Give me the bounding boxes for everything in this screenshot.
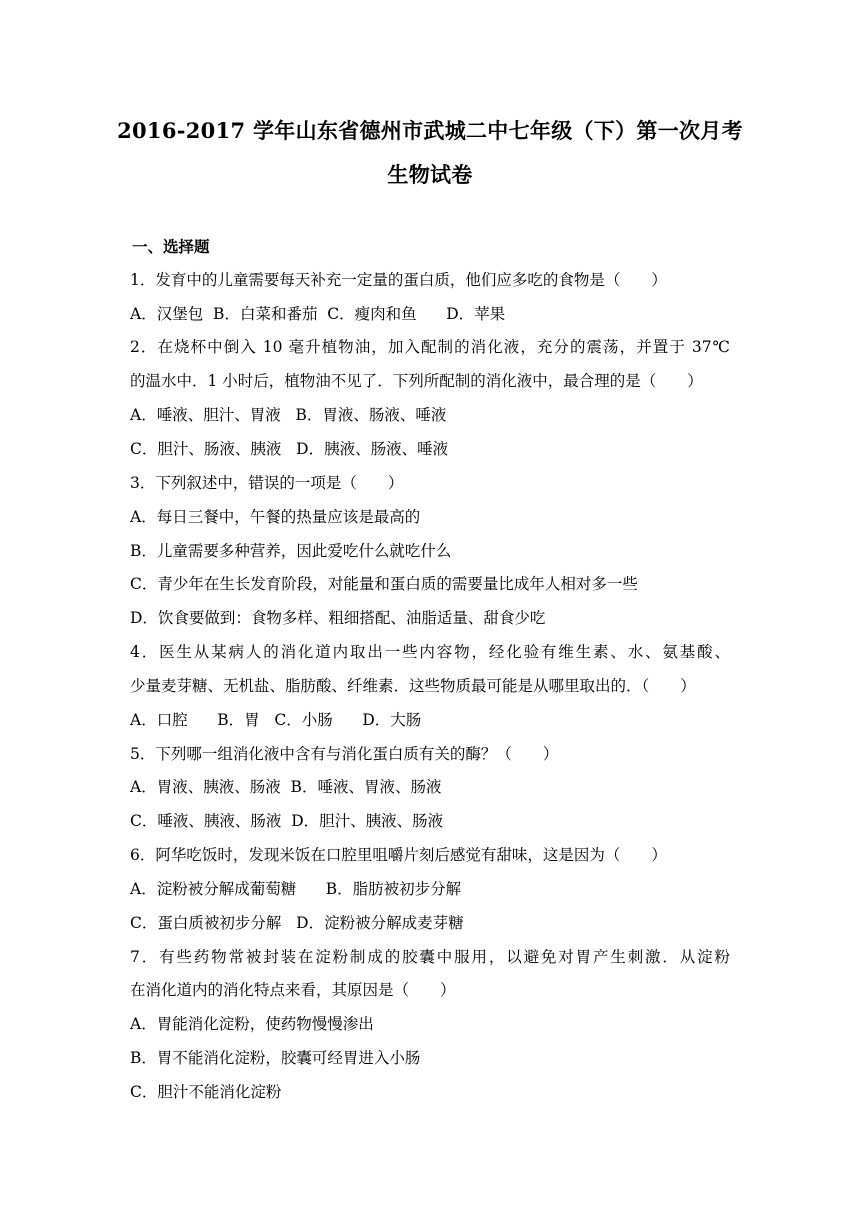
page-subtitle: 生物试卷 xyxy=(387,162,473,187)
question-2-options-line1: A．唾液、胆汁、胃液 B．胃液、肠液、唾液 xyxy=(130,406,447,424)
question-6-options-line1: A．淀粉被分解成葡萄糖 B．脂肪被初步分解 xyxy=(130,880,462,898)
question-1-options: A．汉堡包 B．白菜和番茄 C．瘦肉和鱼 D．苹果 xyxy=(130,305,506,323)
question-4-stem-line1: 4．医生从某病人的消化道内取出一些内容物，经化验有维生素、水、氨基酸、 xyxy=(130,643,730,661)
question-3-option-c: C．青少年在生长发育阶段，对能量和蛋白质的需要量比成年人相对多一些 xyxy=(130,575,638,593)
question-4-options: A．口腔 B．胃 C．小肠 D．大肠 xyxy=(130,711,422,729)
question-7-option-a: A．胃能消化淀粉，使药物慢慢渗出 xyxy=(130,1015,374,1033)
question-7-stem-line1: 7．有些药物常被封装在淀粉制成的胶囊中服用，以避免对胃产生刺激．从淀粉 xyxy=(130,948,730,966)
question-6-options-line2: C．蛋白质被初步分解 D．淀粉被分解成麦芽糖 xyxy=(130,914,464,932)
question-5-stem: 5．下列哪一组消化液中含有与消化蛋白质有关的酶？（ ） xyxy=(130,745,559,763)
question-3-option-b: B．儿童需要多种营养，因此爱吃什么就吃什么 xyxy=(130,542,452,560)
question-7-stem-line2: 在消化道内的消化特点来看，其原因是（ ） xyxy=(130,981,456,999)
question-7-option-b: B．胃不能消化淀粉，胶囊可经胃进入小肠 xyxy=(130,1049,421,1067)
section-heading: 一、选择题 xyxy=(132,237,210,256)
question-7-option-c: C．胆汁不能消化淀粉 xyxy=(130,1083,282,1101)
question-2-stem-line1: 2．在烧杯中倒入 10 毫升植物油，加入配制的消化液，充分的震荡，并置于 37℃ xyxy=(130,338,730,356)
question-3-option-a: A．每日三餐中，午餐的热量应该是最高的 xyxy=(130,508,421,526)
question-2-stem-line2: 的温水中．1 小时后，植物油不见了．下列所配制的消化液中，最合理的是（ ） xyxy=(130,372,703,390)
question-3-stem: 3．下列叙述中，错误的一项是（ ） xyxy=(130,474,404,492)
question-5-options-line1: A．胃液、胰液、肠液 B．唾液、胃液、肠液 xyxy=(130,778,442,796)
question-6-stem: 6．阿华吃饭时，发现米饭在口腔里咀嚼片刻后感觉有甜味，这是因为（ ） xyxy=(130,846,667,864)
page-title: 2016-2017 学年山东省德州市武城二中七年级（下）第一次月考 xyxy=(117,118,743,143)
question-3-option-d: D．饮食要做到：食物多样、粗细搭配、油脂适量、甜食少吃 xyxy=(130,609,546,627)
question-5-options-line2: C．唾液、胰液、肠液 D．胆汁、胰液、肠液 xyxy=(130,812,444,830)
question-1-stem: 1．发育中的儿童需要每天补充一定量的蛋白质，他们应多吃的食物是（ ） xyxy=(130,271,667,289)
question-2-options-line2: C．胆汁、肠液、胰液 D．胰液、肠液、唾液 xyxy=(130,440,449,458)
question-4-stem-line2: 少量麦芽糖、无机盐、脂肪酸、纤维素．这些物质最可能是从哪里取出的．（ ） xyxy=(130,677,696,695)
